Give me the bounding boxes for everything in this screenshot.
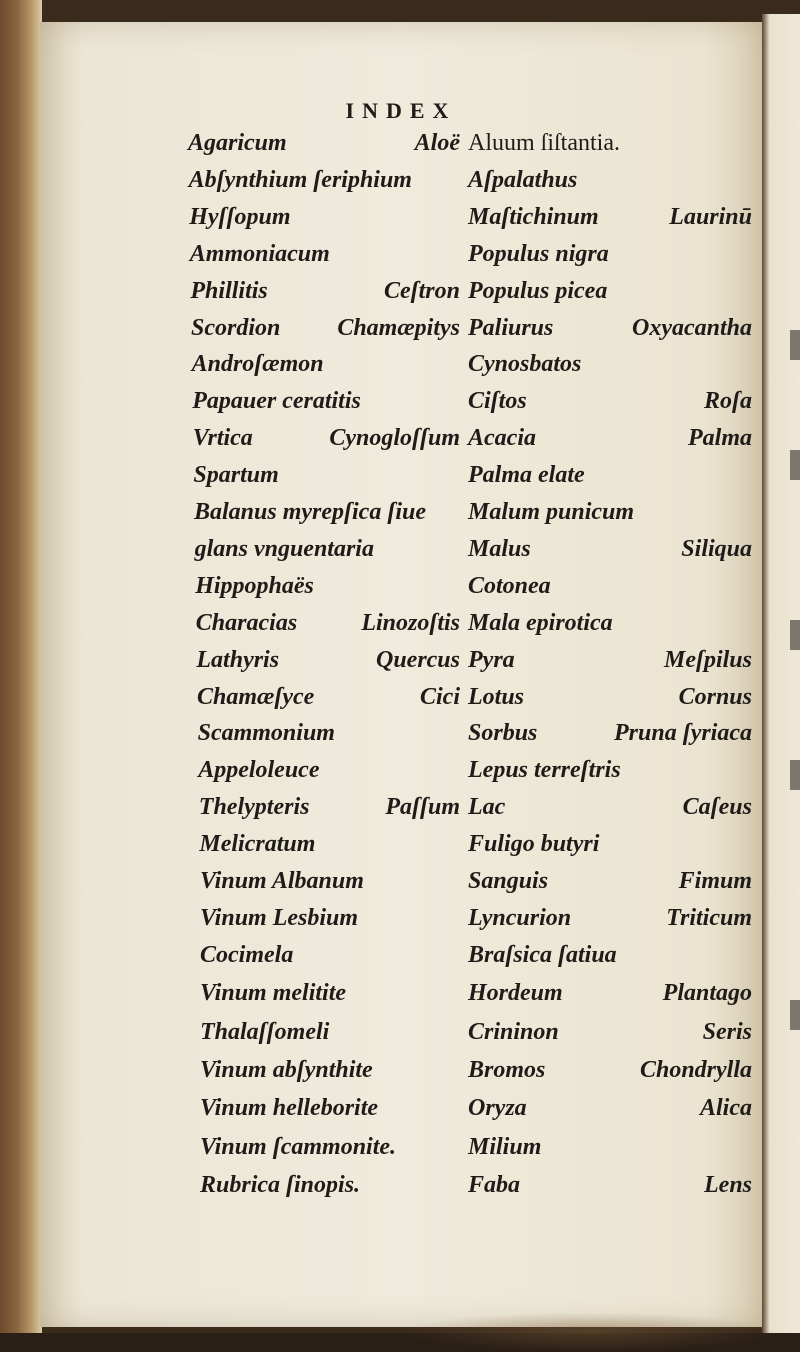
index-page [40,22,762,1327]
right-column-entry: Palma [688,425,752,452]
right-column-entry: Fuligo butyri [468,831,600,858]
left-column-entry: Linozoſtis [361,609,460,636]
right-column-entry: Roſa [704,388,752,415]
right-column-entry: Siliqua [681,535,752,562]
right-column-entry: Pyra [468,646,515,673]
facing-page-text-fragment [790,450,800,480]
right-column-entry: Crininon [468,1018,559,1045]
book-spine [0,0,42,1333]
left-column-entry: Ammoniacum [189,240,330,267]
left-column-entry: Ceſtron [383,277,460,304]
right-column-entry: Cotonea [468,572,551,599]
left-column-entry: Melicratum [199,831,316,858]
left-column-entry: Phillitis [190,277,268,304]
left-column-entry: Scammonium [197,720,335,747]
left-column-entry: Vinum helleborite [200,1095,379,1122]
right-column-entry: Meſpilus [663,646,752,673]
right-column-entry: Caſeus [682,794,752,821]
right-column-entry: Lac [468,794,506,821]
left-column-entry: Hippophaës [195,572,314,599]
left-column-entry: Balanus myrepſica ſiue [194,499,426,525]
right-column-entry: Pruna ſyriaca [614,720,752,747]
left-column-entry: Hyſſopum [189,203,291,230]
facing-page-edge [762,14,800,1333]
right-column-entry: Lyncurion [468,904,572,931]
left-column-entry: Lathyris [196,646,280,673]
right-column-entry: Braſsica ſatiua [468,941,617,968]
left-column-entry: Vinum ſcammonite. [200,1133,397,1160]
left-column-entry: Vrtica [192,425,253,452]
right-column-entry: Chondrylla [639,1057,752,1083]
right-column-entry: Laurinū [669,203,752,230]
left-column-entry: Rubrica ſinopis. [200,1172,361,1199]
right-column-entry: Lepus terreſtris [468,757,621,784]
left-column-entry: Thalaſſomeli [200,1018,330,1045]
right-column-entry: Paliurus [468,314,554,341]
left-column-entry: Vinum abſynthite [200,1057,373,1083]
right-column-entry: Populus nigra [468,240,609,267]
left-column-entry: Agaricum [188,130,287,156]
right-column-entry: Oxyacantha [632,314,752,341]
right-column-entry: Populus picea [468,277,608,304]
catchword: Lens [704,1172,752,1198]
right-column-entry: Maſtichinum [468,203,599,230]
left-column-entry: Cocimela [200,941,294,968]
page-header: INDEX [345,98,457,123]
right-column-entry: Cynosbatos [468,351,582,378]
right-column-entry: Milium [468,1133,542,1160]
right-column-entry: Bromos [468,1057,546,1083]
left-column-entry: Aloë [414,130,460,156]
right-column-entry: Triticum [666,904,752,931]
facing-page-text-fragment [790,620,800,650]
right-column-entry: Oryza [468,1095,527,1122]
right-column-entry: Lotus [468,683,525,710]
right-column-entry: Sanguis [468,868,549,894]
right-column-entry: Ciſtos [468,388,527,415]
left-column-entry: Quercus [375,646,460,673]
left-column-entry: Papauer ceratitis [192,388,361,415]
left-column-entry: Chamæpitys [337,314,460,341]
right-column-entry: Alica [700,1095,752,1122]
left-column-entry: Androſæmon [191,351,324,378]
left-column-entry: Vinum melitite [200,980,347,1007]
left-column-entry: Chamæſyce [197,683,315,710]
right-column-entry: Aſpalathus [468,166,578,193]
water-stain [400,1312,780,1352]
left-column-entry: Thelypteris [198,794,310,821]
left-column-entry: Cynogloſſum [329,425,460,452]
right-column-entry: Faba [468,1172,521,1199]
facing-page-text-fragment [790,1000,800,1030]
left-column-entry: Vinum Lesbium [200,904,359,931]
right-column-entry: Malum punicum [468,499,635,525]
right-column-entry: Aluum ſiſtantia. [468,130,620,156]
right-column-entry: Malus [468,535,531,562]
facing-page-text-fragment [790,760,800,790]
right-column-entry: Sorbus [468,720,538,747]
left-column-entry: glans vnguentaria [194,535,374,562]
right-column-entry: Cornus [678,683,752,710]
left-column-entry: Paſſum [385,794,460,821]
right-column-entry: Fimum [678,868,752,894]
left-column-entry: Appeloleuce [198,757,320,784]
left-column-entry: Spartum [193,462,279,489]
right-column-entry: Plantago [662,980,752,1007]
right-column-entry: Mala epirotica [468,609,613,636]
left-column-entry: Characias [195,609,298,636]
right-column-entry: Seris [702,1018,752,1045]
left-column-entry: Cici [420,683,460,710]
right-column-entry: Acacia [468,425,536,452]
facing-page-text-fragment [790,330,800,360]
right-column-entry: Hordeum [468,980,563,1007]
left-column-entry: Scordion [191,314,281,341]
left-column-entry: Abſynthium ſeriphium [188,166,412,193]
left-column-entry: Vinum Albanum [200,868,364,894]
right-column-entry: Palma elate [468,462,585,489]
